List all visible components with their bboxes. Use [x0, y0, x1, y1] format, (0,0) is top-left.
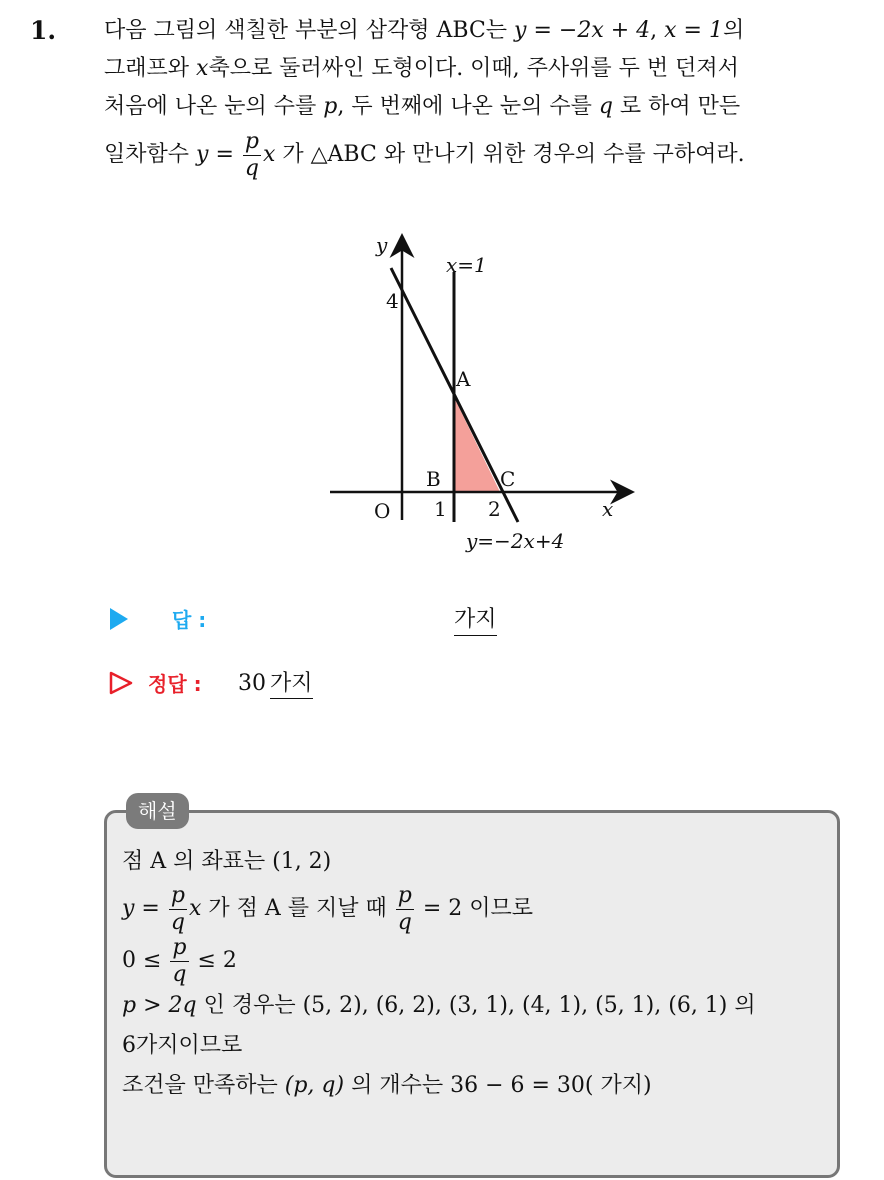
- point-b-label: B: [426, 467, 441, 491]
- explanation-text-segment: 인 경우는 (5, 2), (6, 2), (3, 1), (4, 1), (5, 1), (6, 1) 의: [196, 993, 756, 1018]
- point-a-label: A: [456, 367, 471, 391]
- explanation-text-segment: 의 개수는 36 − 6 = 30( 가지): [344, 1073, 652, 1098]
- problem-text-segment: 그래프와: [104, 56, 197, 81]
- problem-text-segment: 일차함수: [104, 142, 197, 167]
- comma: ,: [650, 18, 665, 43]
- fraction-numerator: p: [397, 882, 412, 908]
- x-tick-2-label: 2: [488, 497, 501, 521]
- explanation-text-segment: 가 점 A 를 지날 때: [201, 896, 394, 921]
- fraction-denominator: q: [244, 155, 259, 181]
- equation-line: y = −2x + 4: [514, 18, 651, 43]
- fraction-p-over-q: [243, 128, 261, 181]
- shaded-triangle-abc: [454, 397, 500, 492]
- slanted-line-label: y=−2x+4: [466, 529, 565, 553]
- problem-number: 1.: [30, 16, 57, 45]
- explanation-text-segment: ≤ 2: [190, 948, 237, 973]
- explanation-tab: 해설: [126, 793, 189, 829]
- fraction-p-over-q: [396, 882, 414, 935]
- ordered-pair: (p, q): [284, 1073, 345, 1098]
- problem-line-4: [104, 130, 864, 180]
- origin-label: O: [374, 499, 391, 523]
- answer-unit[interactable]: 가지: [454, 602, 497, 636]
- problem-statement: [104, 12, 864, 180]
- function-lhs: y =: [122, 896, 160, 921]
- equation-vertical: x = 1: [664, 18, 723, 43]
- outline-triangle-icon: [108, 670, 134, 696]
- fraction-denominator: q: [170, 909, 185, 935]
- explanation-text-segment: 0 ≤: [122, 948, 169, 973]
- explanation-text-segment: 조건을 만족하는: [122, 1073, 285, 1098]
- correct-answer-number: 30: [238, 671, 266, 696]
- problem-text-segment: 의: [722, 18, 745, 43]
- answer-row: [108, 600, 808, 640]
- fraction-numerator: p: [170, 882, 185, 908]
- correct-answer-label: 정답 :: [148, 672, 202, 696]
- condition-expression: p > 2q: [122, 993, 197, 1018]
- fraction-p-over-q: [169, 882, 187, 935]
- fraction-denominator: q: [172, 961, 187, 987]
- fraction-p-over-q: [170, 934, 188, 987]
- y-axis-label: y: [376, 233, 388, 257]
- problem-text-segment: 다음 그림의 색칠한 부분의 삼각형 ABC는: [104, 18, 515, 43]
- function-lhs: y =: [196, 142, 234, 167]
- problem-text-segment: 축으로 둘러싸인 도형이다. 이때, 주사위를 두 번 던져서: [208, 56, 739, 81]
- coordinate-graph: [300, 220, 640, 570]
- problem-line-2: [104, 50, 864, 88]
- variable-x: x: [262, 142, 276, 167]
- correct-answer-unit: 가지: [270, 671, 313, 699]
- problem-text-segment: , 두 번째에 나온 눈의 수를: [337, 94, 599, 119]
- problem-text-segment: 처음에 나온 눈의 수를: [104, 94, 324, 119]
- explanation-line-5: 6가지이므로: [122, 1033, 243, 1058]
- explanation-line-6: [122, 1066, 832, 1106]
- explanation-line-3: [122, 936, 832, 986]
- point-c-label: C: [500, 467, 516, 491]
- fraction-numerator: p: [244, 128, 259, 154]
- answer-label: 답 :: [172, 608, 207, 632]
- vertical-line-label: x=1: [446, 253, 487, 277]
- variable-q: q: [598, 94, 613, 119]
- x-tick-1-label: 1: [434, 497, 447, 521]
- explanation-text-segment: = 2 이므로: [415, 896, 533, 921]
- problem-text-segment: 로 하여 만든: [612, 94, 741, 119]
- fraction-denominator: q: [397, 909, 412, 935]
- explanation-line-1: 점 A 의 좌표는 (1, 2): [122, 849, 332, 874]
- correct-answer-value: [238, 666, 313, 697]
- problem-text-segment: 가 △ABC 와 만나기 위한 경우의 수를 구하여라.: [275, 142, 745, 167]
- problem-line-1: [104, 12, 864, 50]
- x-axis-label: x: [602, 497, 614, 521]
- play-triangle-icon: [110, 608, 128, 630]
- explanation-line-4: [122, 986, 832, 1026]
- problem-line-3: [104, 88, 864, 126]
- variable-x: x: [196, 56, 209, 81]
- correct-answer-row: [108, 664, 808, 704]
- explanation-line-2: [122, 884, 832, 934]
- fraction-numerator: p: [172, 934, 187, 960]
- variable-x: x: [188, 896, 202, 921]
- variable-p: p: [323, 94, 338, 119]
- explanation-content: [122, 842, 832, 1106]
- y-intercept-label: 4: [386, 289, 399, 313]
